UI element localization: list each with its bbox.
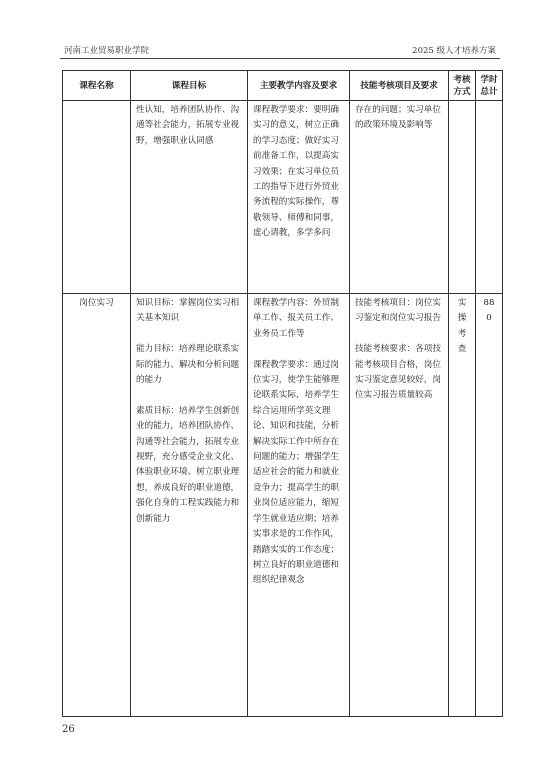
table-row [63, 294, 503, 717]
cell-skills: 存在的问题；实习单位的政策环境及影响等 [350, 101, 449, 294]
col-header-skills: 技能考核项目及要求 [350, 71, 449, 101]
col-header-assessment: 考核 方式 [449, 71, 476, 101]
header-school: 河南工业贸易职业学院 [64, 46, 150, 56]
curriculum-table [62, 70, 503, 717]
cell-objectives: 性认知，培养团队协作、沟通等社会能力，拓展专业视野，增强职业认同感 [131, 101, 248, 294]
cell-objectives: 知识目标：掌握岗位实习相关基本知识 能力目标：培养理论联系实际的能力、解决和分析问题的能力 素质目标：培养学生创新创业的能力，培养团队协作、沟通等社会能力，拓展专业视野，充分感受企业文化、体验职业环境、树立职业理想，养成良好的职业道德，强化自身的工程实践能力和创新能力 [131, 294, 248, 717]
cell-hours [476, 101, 503, 294]
page-number: 26 [62, 724, 75, 735]
col-header-hours: 学时 总计 [476, 71, 503, 101]
cell-skills: 技能考核项目：岗位实习鉴定和岗位实习报告 技能考核要求：各项技能考核项目合格，岗位实习鉴定意见较好，岗位实习报告质量较高 [350, 294, 449, 717]
col-header-objectives: 课程目标 [131, 71, 248, 101]
cell-hours: 880 [476, 294, 503, 717]
table-row [63, 101, 503, 294]
table-header-row [63, 71, 503, 101]
header-doc-title: 2025 级人才培养方案 [412, 46, 496, 56]
col-header-course-name: 课程名称 [63, 71, 131, 101]
page-header [60, 40, 500, 59]
cell-assessment [449, 101, 476, 294]
cell-course-name [63, 101, 131, 294]
cell-content: 课程教学内容：外贸制单工作、报关员工作、业务员工作等 课程教学要求：通过岗位实习，使学生能够理论联系实际，培养学生综合运用所学英文理论、知识和技能，分析解决实际工作中所存在问题的能力；增强学生适应社会的能力和就业竞争力；提高学生的职业岗位适应能力，缩短学生就业适应期；培养实事求是的工作作风，踏踏实实的工作态度；树立良好的职业道德和组织纪律观念 [248, 294, 350, 717]
cell-content: 课程教学要求：要明确实习的意义，树立正确的学习态度；做好实习前准备工作，以提高实习效果；在实习单位员工的指导下进行外贸业务流程的实际操作，尊敬领导、师傅和同事，虚心请教，多学多问 [248, 101, 350, 294]
cell-course-name: 岗位实习 [63, 294, 131, 717]
cell-assessment: 实操 考查 [449, 294, 476, 717]
col-header-content: 主要教学内容及要求 [248, 71, 350, 101]
